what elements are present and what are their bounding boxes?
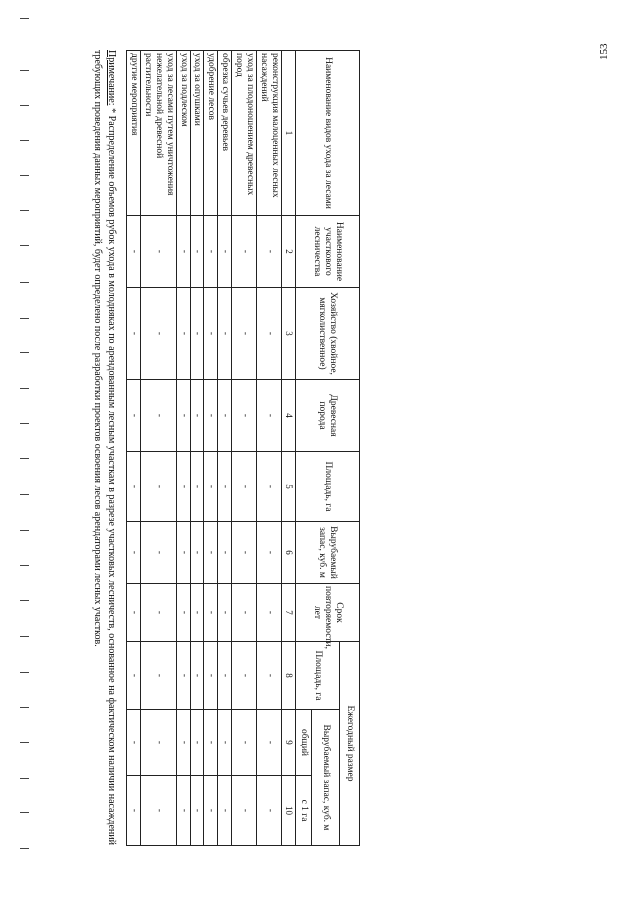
row-value: - <box>176 522 190 584</box>
header-area: Площадь, га <box>296 452 360 522</box>
row-value: - <box>204 216 218 288</box>
row-value: - <box>232 288 257 380</box>
row-value: - <box>204 452 218 522</box>
footnote <box>90 50 118 845</box>
row-name: удобрение лесов <box>204 51 218 216</box>
row-value: - <box>257 776 282 846</box>
forest-care-table <box>126 50 360 846</box>
page-number: 153 <box>598 43 610 60</box>
table-row <box>232 51 257 846</box>
row-value: - <box>140 642 176 710</box>
table-row <box>218 51 232 846</box>
header-volume: Вырубаемый запас, куб. м <box>296 522 360 584</box>
col-num: 9 <box>282 710 296 776</box>
row-name: уход за подлеском <box>176 51 190 216</box>
row-value: - <box>190 216 204 288</box>
row-value: - <box>140 584 176 642</box>
row-value: - <box>232 522 257 584</box>
row-value: - <box>257 710 282 776</box>
column-numbers-row <box>282 51 296 846</box>
row-value: - <box>140 452 176 522</box>
row-value: - <box>257 452 282 522</box>
row-value: - <box>126 522 140 584</box>
row-value: - <box>204 522 218 584</box>
row-value: - <box>176 380 190 452</box>
row-value: - <box>190 776 204 846</box>
row-value: - <box>126 452 140 522</box>
col-num: 8 <box>282 642 296 710</box>
row-value: - <box>218 216 232 288</box>
row-value: - <box>218 380 232 452</box>
table-body <box>126 51 281 846</box>
row-value: - <box>190 584 204 642</box>
row-value: - <box>126 584 140 642</box>
table-row <box>126 51 140 846</box>
row-value: - <box>204 710 218 776</box>
row-value: - <box>140 288 176 380</box>
row-value: - <box>190 452 204 522</box>
row-name: уход за лесами путем уничтожения нежелательной древесной растительности <box>140 51 176 216</box>
row-value: - <box>140 216 176 288</box>
col-num: 2 <box>282 216 296 288</box>
row-value: - <box>232 710 257 776</box>
row-value: - <box>257 642 282 710</box>
row-value: - <box>204 584 218 642</box>
row-value: - <box>218 522 232 584</box>
row-name: уход за опушками <box>190 51 204 216</box>
row-value: - <box>126 380 140 452</box>
header-volume-per-ha: с 1 га <box>296 776 312 846</box>
header-annual-volume: Вырубаемый запас, куб. м <box>312 710 340 846</box>
row-value: - <box>218 584 232 642</box>
row-name: реконструкция малоценных лесных насаждений <box>257 51 282 216</box>
footnote-label: Примечание: <box>105 50 117 106</box>
row-value: - <box>126 776 140 846</box>
header-repeat-period: Срок повторяемости, лет <box>296 584 360 642</box>
table-row <box>257 51 282 846</box>
row-name: обрезка сучьев деревьев <box>218 51 232 216</box>
row-value: - <box>232 452 257 522</box>
row-value: - <box>218 288 232 380</box>
row-value: - <box>257 288 282 380</box>
col-num: 7 <box>282 584 296 642</box>
row-value: - <box>204 288 218 380</box>
row-value: - <box>176 216 190 288</box>
row-value: - <box>126 288 140 380</box>
row-value: - <box>190 380 204 452</box>
row-value: - <box>176 584 190 642</box>
row-value: - <box>232 642 257 710</box>
row-value: - <box>218 452 232 522</box>
col-num: 5 <box>282 452 296 522</box>
row-name: другие мероприятия <box>126 51 140 216</box>
row-value: - <box>204 380 218 452</box>
row-value: - <box>232 584 257 642</box>
row-value: - <box>176 710 190 776</box>
row-value: - <box>140 380 176 452</box>
row-name: уход за плодоношением древесных пород <box>232 51 257 216</box>
header-annual-size: Ежегодный размер <box>340 642 360 846</box>
row-value: - <box>218 642 232 710</box>
col-num: 3 <box>282 288 296 380</box>
col-num: 1 <box>282 51 296 216</box>
footnote-text: * Распределение объемов рубок ухода в молодняках по арендованным лесным участкам в разрезе участковых лесничеств, основанное на фактическом наличии насаждений требующих проведения данных мероприятий, будет определено после разработки проектов освоения лесов арендаторами лесных участков. <box>91 50 117 845</box>
sheet-content <box>40 50 360 845</box>
row-value: - <box>257 584 282 642</box>
table-row <box>176 51 190 846</box>
row-value: - <box>176 776 190 846</box>
row-value: - <box>176 452 190 522</box>
header-volume-total: общий <box>296 710 312 776</box>
row-value: - <box>218 710 232 776</box>
table-row <box>140 51 176 846</box>
row-value: - <box>190 642 204 710</box>
row-value: - <box>232 216 257 288</box>
row-value: - <box>190 710 204 776</box>
table-row <box>190 51 204 846</box>
row-value: - <box>176 642 190 710</box>
row-value: - <box>140 522 176 584</box>
row-value: - <box>190 288 204 380</box>
row-value: - <box>257 216 282 288</box>
row-value: - <box>257 380 282 452</box>
row-value: - <box>140 710 176 776</box>
row-value: - <box>190 522 204 584</box>
row-value: - <box>232 776 257 846</box>
row-value: - <box>126 642 140 710</box>
row-value: - <box>176 288 190 380</box>
row-value: - <box>140 776 176 846</box>
header-annual-area: Площадь, га <box>296 642 340 710</box>
row-value: - <box>218 776 232 846</box>
row-value: - <box>232 380 257 452</box>
col-num: 4 <box>282 380 296 452</box>
row-value: - <box>126 216 140 288</box>
header-species: Древесная порода <box>296 380 360 452</box>
col-num: 6 <box>282 522 296 584</box>
row-value: - <box>126 710 140 776</box>
table-row <box>204 51 218 846</box>
header-economy: Хозяйство (хвойное, мягколиственное) <box>296 288 360 380</box>
col-num: 10 <box>282 776 296 846</box>
row-value: - <box>204 776 218 846</box>
row-value: - <box>257 522 282 584</box>
header-forestry: Наименование участкового лесничества <box>296 216 360 288</box>
row-value: - <box>204 642 218 710</box>
header-care-type: Наименование видов ухода за лесами <box>296 51 360 216</box>
